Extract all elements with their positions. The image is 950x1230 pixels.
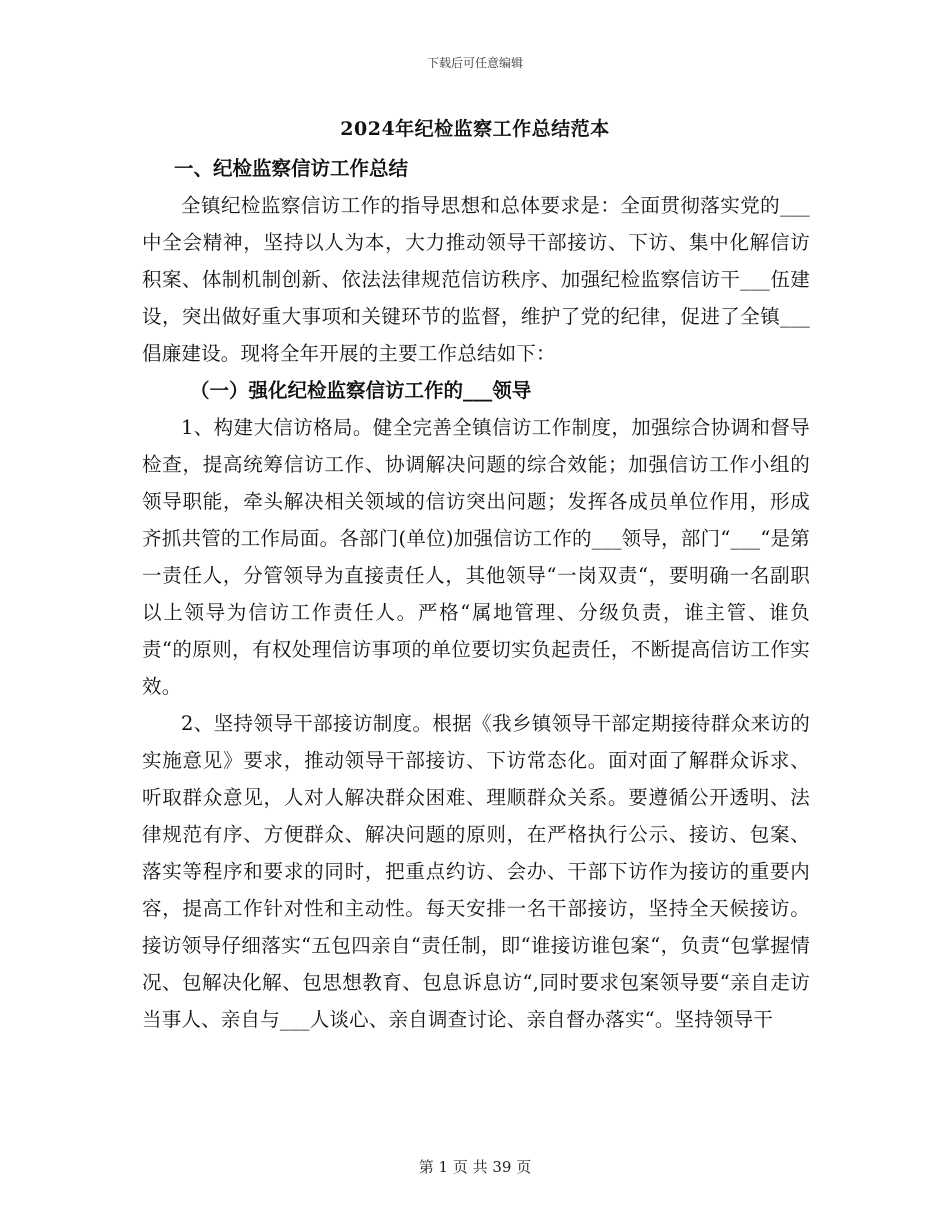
item2-paragraph: 2、坚持领导干部接访制度。根据《我乡镇领导干部定期接待群众来访的实施意见》要求，推动领导干部接访、下访常态化。面对面了解群众诉求、听取群众意见，人对人解决群众困难、理顺群众关系。要遵循公开透明、法律规范有序、方便群众、解决问题的原则，在严格执行公示、接访、包案、落实等程序和要求的同时，把重点约访、会办、干部下访作为接访的重要内容，提高工作针对性和主动性。每天安排一名干部接访，坚持全天候接访。接访领导仔细落实“五包四亲自“责任制，即“谁接访谁包案“，负责“包掌握情况、包解决化解、包思想教育、包息诉息访“,同时要求包案领导要“亲自走访当事人、亲自与___人谈心、亲自调查讨论、亲自督办落实“。坚持领导干 (142, 712, 810, 1031)
page-title: 2024年纪检监察工作总结范本 (340, 118, 610, 140)
intro-paragraph: 全镇纪检监察信访工作的指导思想和总体要求是：全面贯彻落实党的___中全会精神，坚持以人为本，大力推动领导干部接访、下访、集中化解信访积案、体制机制创新、依法法律规范信访秩序、加强纪检监察信访干___伍建设，突出做好重大事项和关键环节的监督，维护了党的纪律，促进了全镇___倡廉建设。现将全年开展的主要工作总结如下： (142, 194, 810, 365)
item1-paragraph: 1、构建大信访格局。健全完善全镇信访工作制度，加强综合协调和督导检查，提高统筹信访工作、协调解决问题的综合效能；加强信访工作小组的领导职能，牵头解决相关领域的信访突出问题；发挥各成员单位作用，形成齐抓共管的工作局面。各部门(单位)加强信访工作的___领导，部门“___“是第一责任人，分管领导为直接责任人，其他领导“一岗双责“，要明确一名副职以上领导为信访工作责任人。严格“属地管理、分级负责，谁主管、谁负责“的原则，有权处理信访事项的单位要切实负起责任，不断提高信访工作实效。 (142, 416, 810, 698)
page-indicator: 第 1 页 共 39 页 (418, 1158, 532, 1176)
section-heading: 一、纪检监察信访工作总结 (174, 157, 409, 180)
subsection-heading: （一）强化纪检监察信访工作的___领导 (190, 379, 532, 402)
header-note: 下载后可任意编辑 (426, 56, 523, 70)
document-body (142, 150, 810, 1038)
